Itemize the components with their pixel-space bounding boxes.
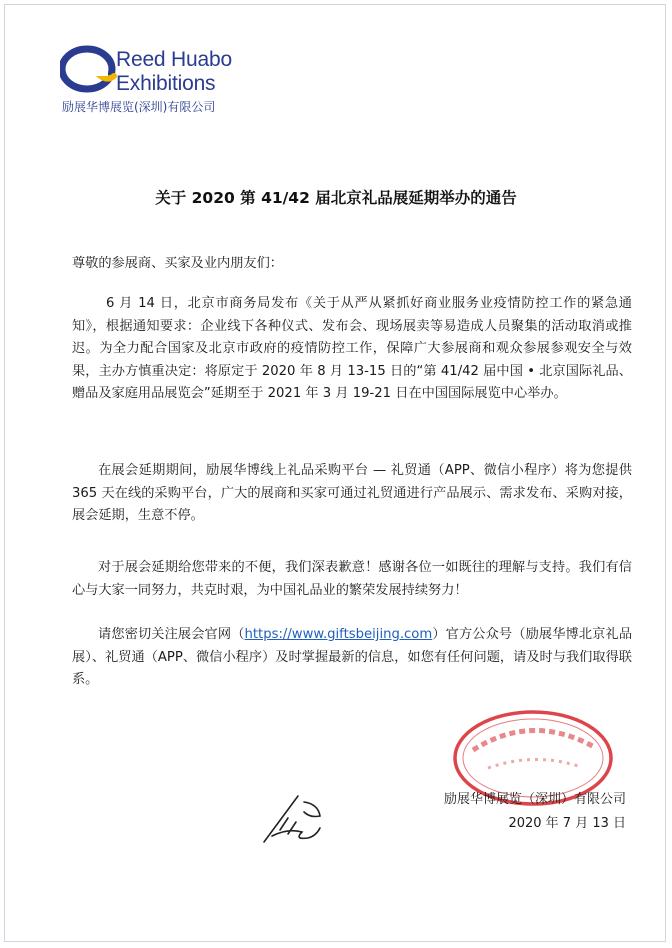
notice-title: 关于 2020 第 41/42 届北京礼品展延期举办的通告 (155, 189, 517, 207)
paragraph-2: 在展会延期期间，励展华博线上礼品采购平台 — 礼贸通（APP、微信小程序）将为您提供 365 天在线的采购平台，广大的展商和买家可通过礼贸通进行产品展示、需求发布、采购对接，展会延期，生意不停。 (72, 463, 632, 523)
signature-icon (258, 788, 330, 848)
paragraph-4-after: ）官方公众号（励展华博北京礼品展）、礼贸通（APP、微信小程序）及时掌握最新的信息，如您有任何问题，请及时与我们取得联系。 (72, 627, 633, 687)
paragraph-4 (72, 624, 632, 692)
signoff-company: 励展华博展览（深圳）有限公司 (443, 792, 626, 807)
paragraph-3: 对于展会延期给您带来的不便，我们深表歉意！感谢各位一如既往的理解与支持。我们有信心与大家一同努力，共克时艰，为中国礼品业的繁荣发展持续努力！ (72, 560, 632, 598)
letterhead-logo (60, 40, 270, 120)
website-link[interactable]: https://www.giftsbeijing.com (244, 627, 433, 642)
brand-name-line1: Reed Huabo (116, 48, 232, 71)
paragraph-4-before: 请您密切关注展会官网（ (98, 627, 245, 642)
signoff-date: 2020 年 7 月 13 日 (508, 816, 626, 831)
reed-logo-icon (60, 42, 118, 94)
greeting: 尊敬的参展商、买家及业内朋友们： (72, 256, 283, 271)
brand-company-cn: 励展华博展览(深圳)有限公司 (62, 100, 216, 114)
brand-name-line2: Exhibitions (116, 72, 216, 95)
paragraph-1: 6 月 14 日，北京市商务局发布《关于从严从紧抓好商业服务业疫情防控工作的紧急通知》，根据通知要求：企业线下各种仪式、发布会、现场展卖等易造成人员聚集的活动取消或推迟。为全力配合国家及北京市政府的疫情防控工作，保障广大参展商和观众参展参观安全与效果，主办方慎重决定：将原定于 2020 年 8 月 13-15 日的“第 41/42 届中国 • 北京国际礼品、赠品及家庭用品展览会”延期至于 2021 年 3 月 19-21 日在中国国际展览中心举办。 (72, 296, 632, 401)
